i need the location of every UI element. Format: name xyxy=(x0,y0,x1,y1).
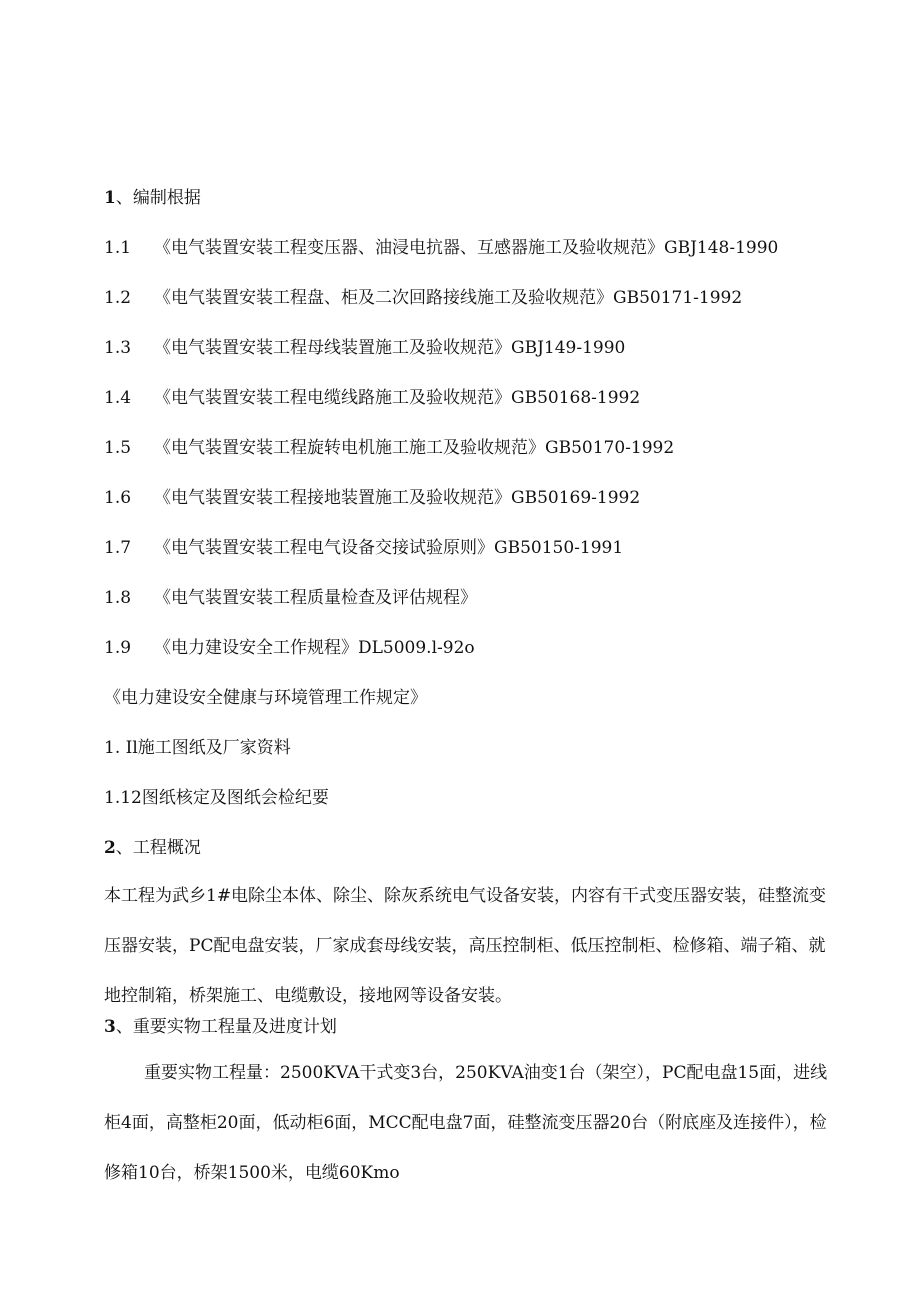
reference-text: 《电气装置安装工程电缆线路施工及验收规范》GB50168-1992 xyxy=(154,388,641,408)
reference-number: 1.1 xyxy=(104,238,132,258)
reference-item xyxy=(104,636,475,660)
section-3-number: 3 xyxy=(104,1017,116,1037)
reference-item-12: 1.12图纸核定及图纸会检纪要 xyxy=(104,788,329,808)
section-3-title: 、重要实物工程量及进度计划 xyxy=(115,1017,337,1037)
reference-number: 1.8 xyxy=(104,588,132,608)
reference-item xyxy=(104,386,640,410)
reference-number: 1.9 xyxy=(104,638,132,658)
reference-number: 1.3 xyxy=(104,338,132,358)
reference-number: 1.7 xyxy=(104,538,132,558)
section-2-paragraph: 本工程为武乡1#电除尘本体、除尘、除灰系统电气设备安装，内容有干式变压器安装，硅整流变压器安装，PC配电盘安装，厂家成套母线安装，高压控制柜、低压控制柜、检修箱、端子箱、就地控制箱，桥架施工、电缆敷设，接地网等设备安装。 xyxy=(104,886,827,1006)
reference-text: 《电气装置安装工程盘、柜及二次回路接线施工及验收规范》GB50171-1992 xyxy=(154,288,743,308)
reference-text: 《电气装置安装工程变压器、油浸电抗器、互感器施工及验收规范》GBJ148-1990 xyxy=(154,238,779,258)
reference-item xyxy=(104,286,742,310)
reference-text: 《电气装置安装工程电气设备交接试验原则》GB50150-1991 xyxy=(154,538,624,558)
section-1-number: 1 xyxy=(104,188,116,208)
reference-number: 1.6 xyxy=(104,488,132,508)
section-3-paragraph: 重要实物工程量：2500KVA干式变3台，250KVA油变1台（架空），PC配电盘15面，进线柜4面，高整柜20面，低动柜6面，MCC配电盘7面，硅整流变压器20台（附底座及连接件），检修箱10台，桥架1500米，电缆60Kmo xyxy=(104,1063,828,1183)
reference-item xyxy=(104,586,477,610)
reference-item xyxy=(104,436,674,460)
section-2-number: 2 xyxy=(104,838,116,858)
reference-item xyxy=(104,486,640,510)
reference-number: 1.2 xyxy=(104,288,132,308)
section-2-title: 、工程概况 xyxy=(115,838,201,858)
reference-text: 《电力建设安全工作规程》DL5009.l-92o xyxy=(154,638,475,658)
reference-text: 《电气装置安装工程母线装置施工及验收规范》GBJ149-1990 xyxy=(154,338,626,358)
section-3-heading xyxy=(104,1015,337,1039)
reference-number: 1.5 xyxy=(104,438,132,458)
section-1-heading xyxy=(104,186,201,210)
section-1-title: 、编制根据 xyxy=(115,188,201,208)
reference-item xyxy=(104,336,625,360)
reference-text: 《电气装置安装工程接地装置施工及验收规范》GB50169-1992 xyxy=(154,488,641,508)
reference-item xyxy=(104,536,623,560)
reference-item-11: 1. Il施工图纸及厂家资料 xyxy=(104,738,291,758)
reference-item xyxy=(104,236,778,260)
reference-number: 1.4 xyxy=(104,388,132,408)
reference-text: 《电气装置安装工程质量检查及评估规程》 xyxy=(154,588,477,608)
section-2-heading xyxy=(104,836,201,860)
reference-text: 《电气装置安装工程旋转电机施工施工及验收规范》GB50170-1992 xyxy=(154,438,675,458)
reference-extra: 《电力建设安全健康与环境管理工作规定》 xyxy=(104,688,427,708)
